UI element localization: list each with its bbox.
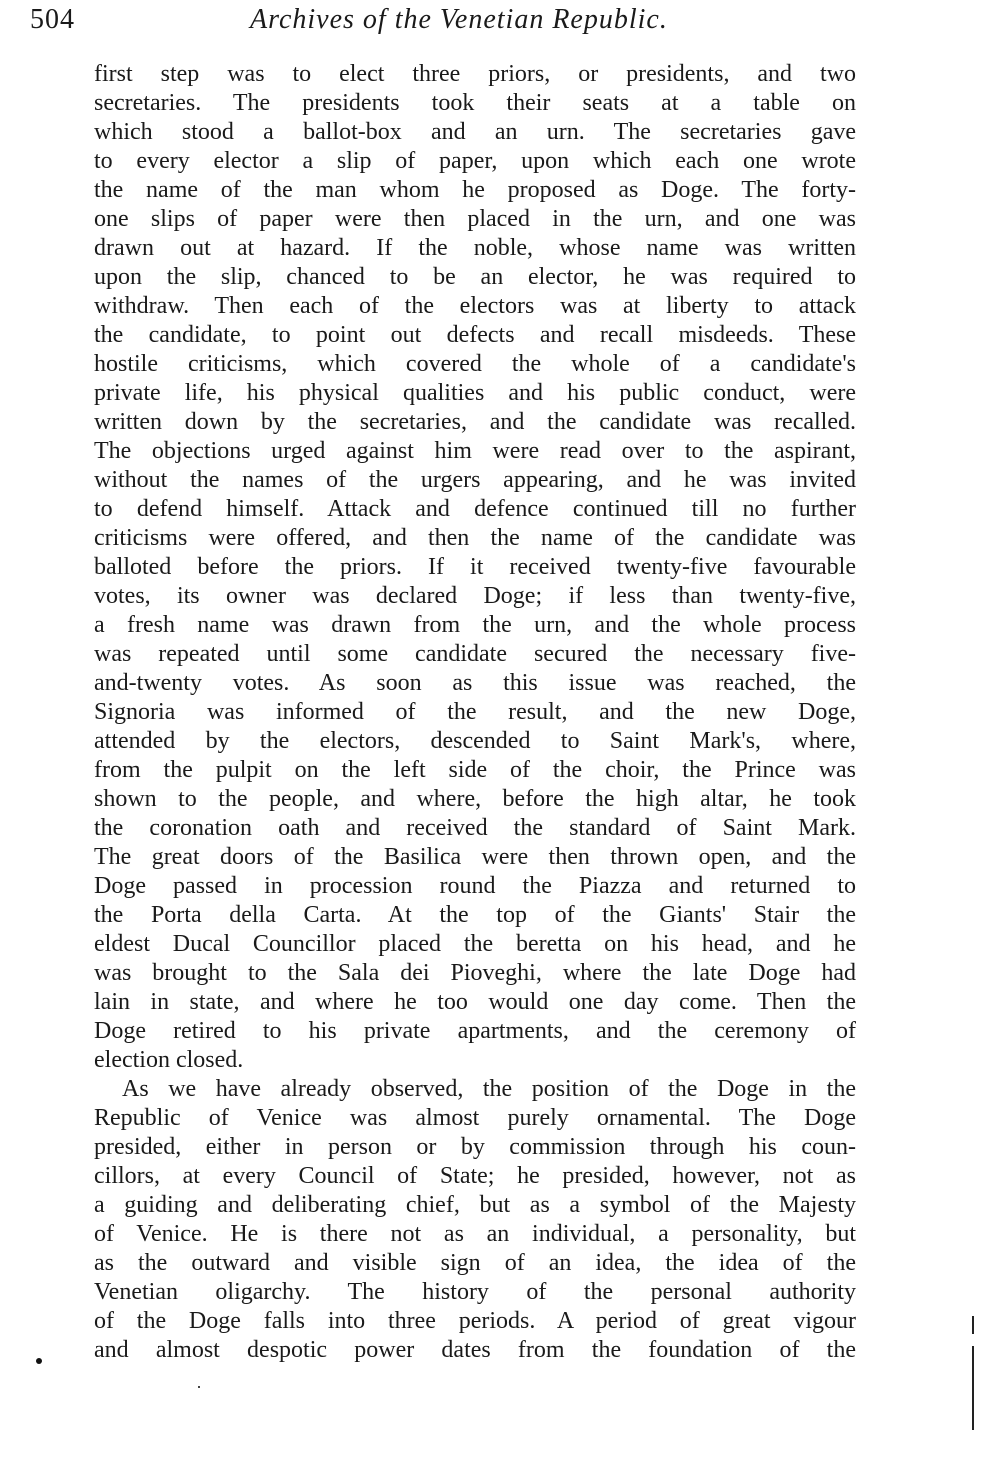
margin-rule-mark [972,1316,974,1334]
text-line: and almost despotic power dates from the foundation of the [94,1337,856,1363]
text-line: Doge passed in procession round the Piazza and returned to [94,873,856,899]
text-line: and-twenty votes. As soon as this issue was reached, the [94,670,856,696]
text-line: one slips of paper were then placed in the urn, and one was [94,206,856,232]
text-line: election closed. [94,1047,244,1073]
text-line: without the names of the urgers appearing, and he was invited [94,467,856,493]
text-line: lain in state, and where he too would one day come. Then the [94,989,856,1015]
text-line: cillors, at every Council of State; he presided, however, not as [94,1163,856,1189]
text-line: to defend himself. Attack and defence continued till no further [94,496,856,522]
text-line: shown to the people, and where, before the high altar, he took [94,786,856,812]
text-line: as the outward and visible sign of an idea, the idea of the [94,1250,856,1276]
text-line: the coronation oath and received the standard of Saint Mark. [94,815,856,841]
text-line: from the pulpit on the left side of the choir, the Prince was [94,757,856,783]
text-line: was brought to the Sala dei Pioveghi, where the late Doge had [94,960,856,986]
text-line: the candidate, to point out defects and recall misdeeds. These [94,322,856,348]
text-line: balloted before the priors. If it received twenty-five favourable [94,554,856,580]
ink-speck-mark [198,1386,200,1388]
page-number: 504 [30,4,75,35]
text-line: was repeated until some candidate secured the necessary five- [94,641,856,667]
text-line: The great doors of the Basilica were then thrown open, and the [94,844,856,870]
body-text [94,60,856,1365]
text-line: The objections urged against him were read over to the aspirant, [94,438,856,464]
text-line: written down by the secretaries, and the candidate was recalled. [94,409,856,435]
text-line: hostile criticisms, which covered the whole of a candidate's [94,351,856,377]
text-line: of Venice. He is there not as an individual, a personality, but [94,1221,856,1247]
text-line: private life, his physical qualities and his public conduct, were [94,380,856,406]
text-line: withdraw. Then each of the electors was at liberty to attack [94,293,856,319]
text-line: criticisms were offered, and then the name of the candidate was [94,525,856,551]
text-line: the Porta della Carta. At the top of the Giants' Stair the [94,902,856,928]
text-line: of the Doge falls into three periods. A period of great vigour [94,1308,856,1334]
text-line: eldest Ducal Councillor placed the beretta on his head, and he [94,931,856,957]
text-line: votes, its owner was declared Doge; if less than twenty-five, [94,583,856,609]
text-line: secretaries. The presidents took their seats at a table on [94,90,856,116]
paragraph-election [94,60,856,1075]
text-line: a guiding and deliberating chief, but as a symbol of the Majesty [94,1192,856,1218]
text-line: a fresh name was drawn from the urn, and the whole process [94,612,856,638]
page-header [0,0,1000,60]
paragraph-doge-position [94,1075,856,1365]
text-line: Venetian oligarchy. The history of the personal authority [94,1279,856,1305]
ink-dot-mark [36,1358,42,1364]
margin-rule-mark [972,1346,974,1430]
running-title: Archives of the Venetian Republic. [250,4,668,35]
text-line: Doge retired to his private apartments, and the ceremony of [94,1018,856,1044]
text-line: Republic of Venice was almost purely ornamental. The Doge [94,1105,856,1131]
text-line: first step was to elect three priors, or presidents, and two [94,61,856,87]
text-line: drawn out at hazard. If the noble, whose name was written [94,235,856,261]
text-line: the name of the man whom he proposed as Doge. The forty- [94,177,856,203]
text-line: As we have already observed, the position of the Doge in the [122,1076,856,1102]
text-line: to every elector a slip of paper, upon which each one wrote [94,148,856,174]
text-line: upon the slip, chanced to be an elector, he was required to [94,264,856,290]
text-line: which stood a ballot-box and an urn. The secretaries gave [94,119,856,145]
text-line: presided, either in person or by commission through his coun- [94,1134,856,1160]
text-line: Signoria was informed of the result, and the new Doge, [94,699,856,725]
text-line: attended by the electors, descended to Saint Mark's, where, [94,728,856,754]
